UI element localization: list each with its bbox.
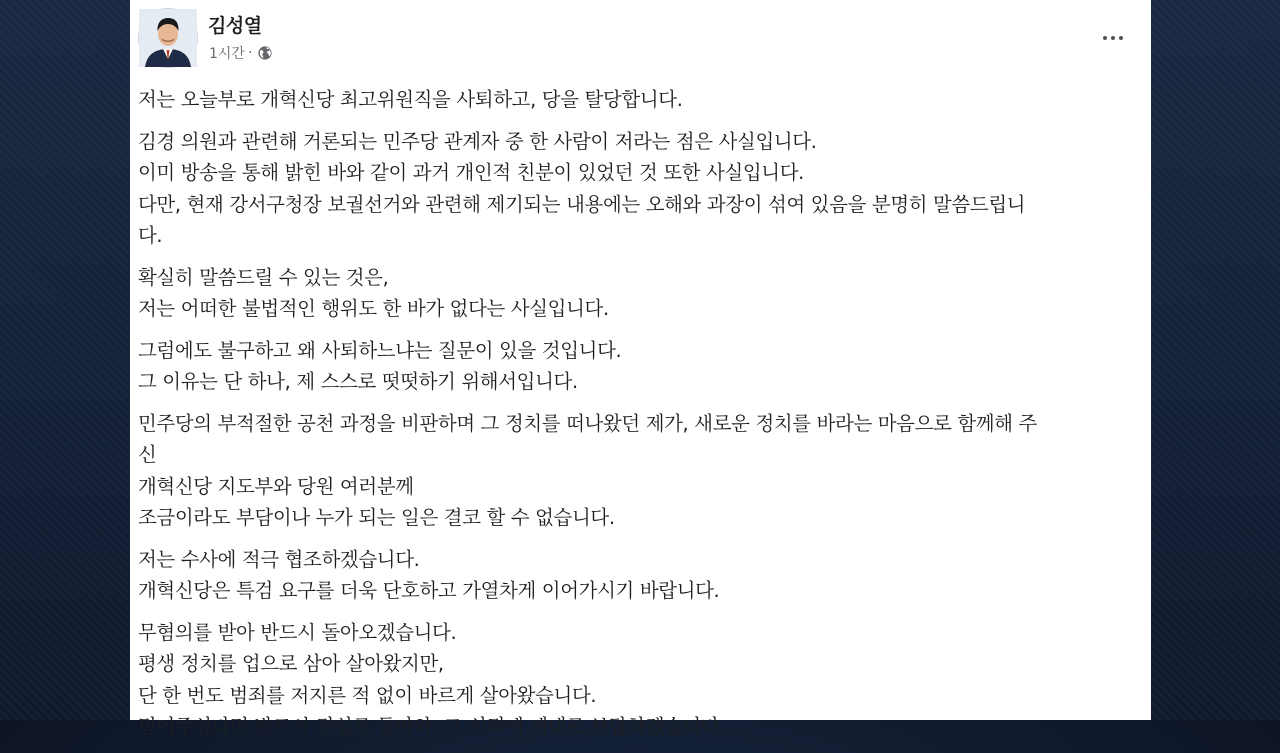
post-meta xyxy=(209,43,273,63)
post-text-line: 다. xyxy=(138,224,163,247)
backdrop-left xyxy=(0,0,130,720)
post-paragraph xyxy=(138,335,1138,398)
post-text-line: 평생 정치를 업으로 삼아 살아왔지만, xyxy=(138,652,444,675)
post-paragraph xyxy=(138,544,1138,607)
author-name[interactable]: 김성열 xyxy=(208,15,262,37)
post-text-line: 그럼에도 불구하고 왜 사퇴하느냐는 질문이 있을 것입니다. xyxy=(138,338,622,362)
post-header xyxy=(130,0,1151,78)
post-text-line: 저는 수사에 적극 협조하겠습니다. xyxy=(138,547,420,571)
post-paragraph xyxy=(138,126,1138,252)
post-text-line: 김경 의원과 관련해 거론되는 민주당 관계자 중 한 사람이 저라는 점은 사실입니다. xyxy=(138,129,817,153)
post-text-line: 무혐의를 받아 반드시 돌아오겠습니다. xyxy=(138,620,457,644)
more-options-icon-dot xyxy=(1119,36,1123,40)
post-text-line: 조금이라도 부담이나 누가 되는 일은 결코 할 수 없습니다. xyxy=(138,506,615,529)
avatar-photo xyxy=(139,9,197,67)
post-text-line: 그 이유는 단 하나, 제 스스로 떳떳하기 위해서입니다. xyxy=(138,370,578,393)
post-card xyxy=(130,0,1151,738)
backdrop-right xyxy=(1151,0,1280,720)
more-options-button[interactable] xyxy=(1095,24,1131,52)
post-text-line: 믿어주신다면 반드시 진실로 돌아와, 그 신뢰에 제대로 보답하겠습니다. xyxy=(138,715,726,738)
post-paragraph xyxy=(138,408,1138,534)
post-text-line: 개혁신당 지도부와 당원 여러분께 xyxy=(138,474,414,498)
post-text-line: 민주당의 부적절한 공천 과정을 비판하며 그 정치를 떠나왔던 제가, 새로운 정치를 바라는 마음으로 함께해 주 xyxy=(138,411,1037,435)
post-body xyxy=(138,84,1138,753)
post-text-line: 다만, 현재 강서구청장 보궐선거와 관련해 제기되는 내용에는 오해와 과장이 섞여 있음을 분명히 말씀드립니 xyxy=(138,192,1026,216)
post-paragraph xyxy=(138,262,1138,325)
post-text-line: 확실히 말씀드릴 수 있는 것은, xyxy=(138,265,389,289)
globe-icon[interactable] xyxy=(257,45,273,61)
post-text-line: 저는 어떠한 불법적인 행위도 한 바가 없다는 사실입니다. xyxy=(138,297,609,320)
post-text-line: 단 한 번도 범죄를 저지른 적 없이 바르게 살아왔습니다. xyxy=(138,683,597,707)
post-text-line: 신 xyxy=(138,443,157,466)
more-options-icon xyxy=(1103,36,1107,40)
meta-separator: · xyxy=(247,45,253,61)
post-text-line: 개혁신당은 특검 요구를 더욱 단호하고 가열차게 이어가시기 바랍니다. xyxy=(138,579,720,602)
avatar[interactable] xyxy=(138,8,198,68)
post-paragraph xyxy=(138,84,1138,116)
post-text-line: 저는 오늘부로 개혁신당 최고위원직을 사퇴하고, 당을 탈당합니다. xyxy=(138,88,683,111)
post-timestamp[interactable]: 1시간 xyxy=(209,46,245,62)
more-options-icon-dot xyxy=(1111,36,1115,40)
post-text-line: 이미 방송을 통해 밝힌 바와 같이 과거 개인적 친분이 있었던 것 또한 사실입니다. xyxy=(138,161,805,184)
post-paragraph xyxy=(138,617,1138,743)
